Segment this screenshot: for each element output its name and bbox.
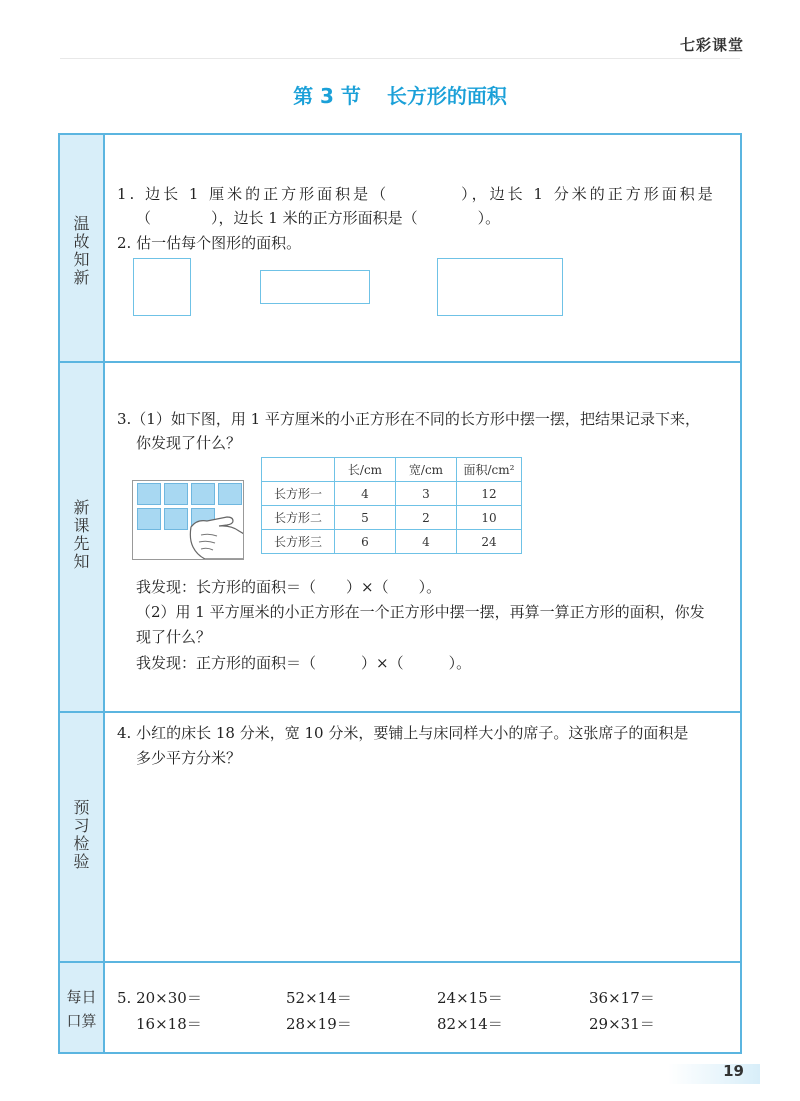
q5-item: 52×14＝ xyxy=(286,989,352,1007)
section-label-check xyxy=(60,799,103,871)
thin-rectangle-shape xyxy=(260,270,370,304)
q3-part2-line1: （2）用 1 平方厘米的小正方形在一个正方形中摆一摆，再算一算正方形的面积，你发 xyxy=(136,603,705,621)
table-cell: 4 xyxy=(396,530,457,554)
table-cell: 2 xyxy=(396,506,457,530)
q4-line1: 4. 小红的床长 18 分米，宽 10 分米，要铺上与床同样大小的席子。这张席子的面积是 xyxy=(117,724,689,742)
q2-text: 2. 估一估每个图形的面积。 xyxy=(117,234,302,252)
q3-found2: 我发现：正方形的面积＝（ ）×（ ）。 xyxy=(136,654,472,672)
table-cell: 长方形二 xyxy=(262,506,335,530)
table-cell: 6 xyxy=(335,530,396,554)
table-cell: 10 xyxy=(457,506,522,530)
table-cell: 24 xyxy=(457,530,522,554)
section-label-review xyxy=(60,215,103,287)
row-divider xyxy=(60,961,740,963)
square-shape xyxy=(133,258,191,316)
table-cell: 5 xyxy=(335,506,396,530)
q3-line2: 你发现了什么？ xyxy=(136,434,242,452)
table-header: 长/cm xyxy=(335,458,396,482)
tiling-illustration xyxy=(132,480,244,560)
q3-found1: 我发现：长方形的面积＝（ ）×（ ）。 xyxy=(136,578,442,596)
table-cell: 3 xyxy=(396,482,457,506)
page-number: 19 xyxy=(723,1062,744,1080)
q3-part2-line2: 现了什么？ xyxy=(136,628,212,646)
hand-icon xyxy=(183,509,244,559)
row-divider xyxy=(60,711,740,713)
daily-label-1: 每日 xyxy=(66,988,97,1006)
q1-line2: （ ），边长 1 米的正方形面积是（ ）。 xyxy=(136,209,501,227)
section-label-text-check: 预 习 检 验 xyxy=(73,798,90,871)
table-cell: 12 xyxy=(457,482,522,506)
brand-logo: 七彩课堂 xyxy=(679,36,744,54)
q5-item: 5. 20×30＝ xyxy=(117,989,202,1007)
data-table xyxy=(261,457,522,554)
q4-line2: 多少平方分米？ xyxy=(136,749,242,767)
q5-item: 82×14＝ xyxy=(437,1015,503,1033)
q5-item: 36×17＝ xyxy=(589,989,655,1007)
table-row xyxy=(262,530,522,554)
row-divider xyxy=(60,361,740,363)
header-divider xyxy=(60,58,740,59)
section-title: 长方形的面积 xyxy=(386,84,507,108)
q5-item: 24×15＝ xyxy=(437,989,503,1007)
q5-item: 16×18＝ xyxy=(136,1015,202,1033)
table-header: 面积/cm² xyxy=(457,458,522,482)
table-cell: 4 xyxy=(335,482,396,506)
section-label-preview xyxy=(60,499,103,571)
table-row xyxy=(262,482,522,506)
q5-item: 29×31＝ xyxy=(589,1015,655,1033)
rectangle-shape xyxy=(437,258,563,316)
section-label-text-review: 温 故 知 新 xyxy=(73,214,90,287)
table-header xyxy=(262,458,335,482)
section-number: 第 3 节 xyxy=(293,84,361,108)
table-header-row xyxy=(262,458,522,482)
q3-line1: 3.（1）如下图，用 1 平方厘米的小正方形在不同的长方形中摆一摆，把结果记录下来， xyxy=(117,410,700,428)
section-label-text-preview: 新 课 先 知 xyxy=(73,498,90,571)
daily-label-2: 口算 xyxy=(66,1012,97,1030)
table-header: 宽/cm xyxy=(396,458,457,482)
section-label-daily xyxy=(60,985,103,1033)
q1-line1: 1. 边长 1 厘米的正方形面积是（ ），边长 1 分米的正方形面积是 xyxy=(117,185,716,203)
table-row xyxy=(262,506,522,530)
page-title xyxy=(0,80,800,109)
table-cell: 长方形三 xyxy=(262,530,335,554)
table-cell: 长方形一 xyxy=(262,482,335,506)
q5-item: 28×19＝ xyxy=(286,1015,352,1033)
page-number-bar xyxy=(668,1064,760,1084)
